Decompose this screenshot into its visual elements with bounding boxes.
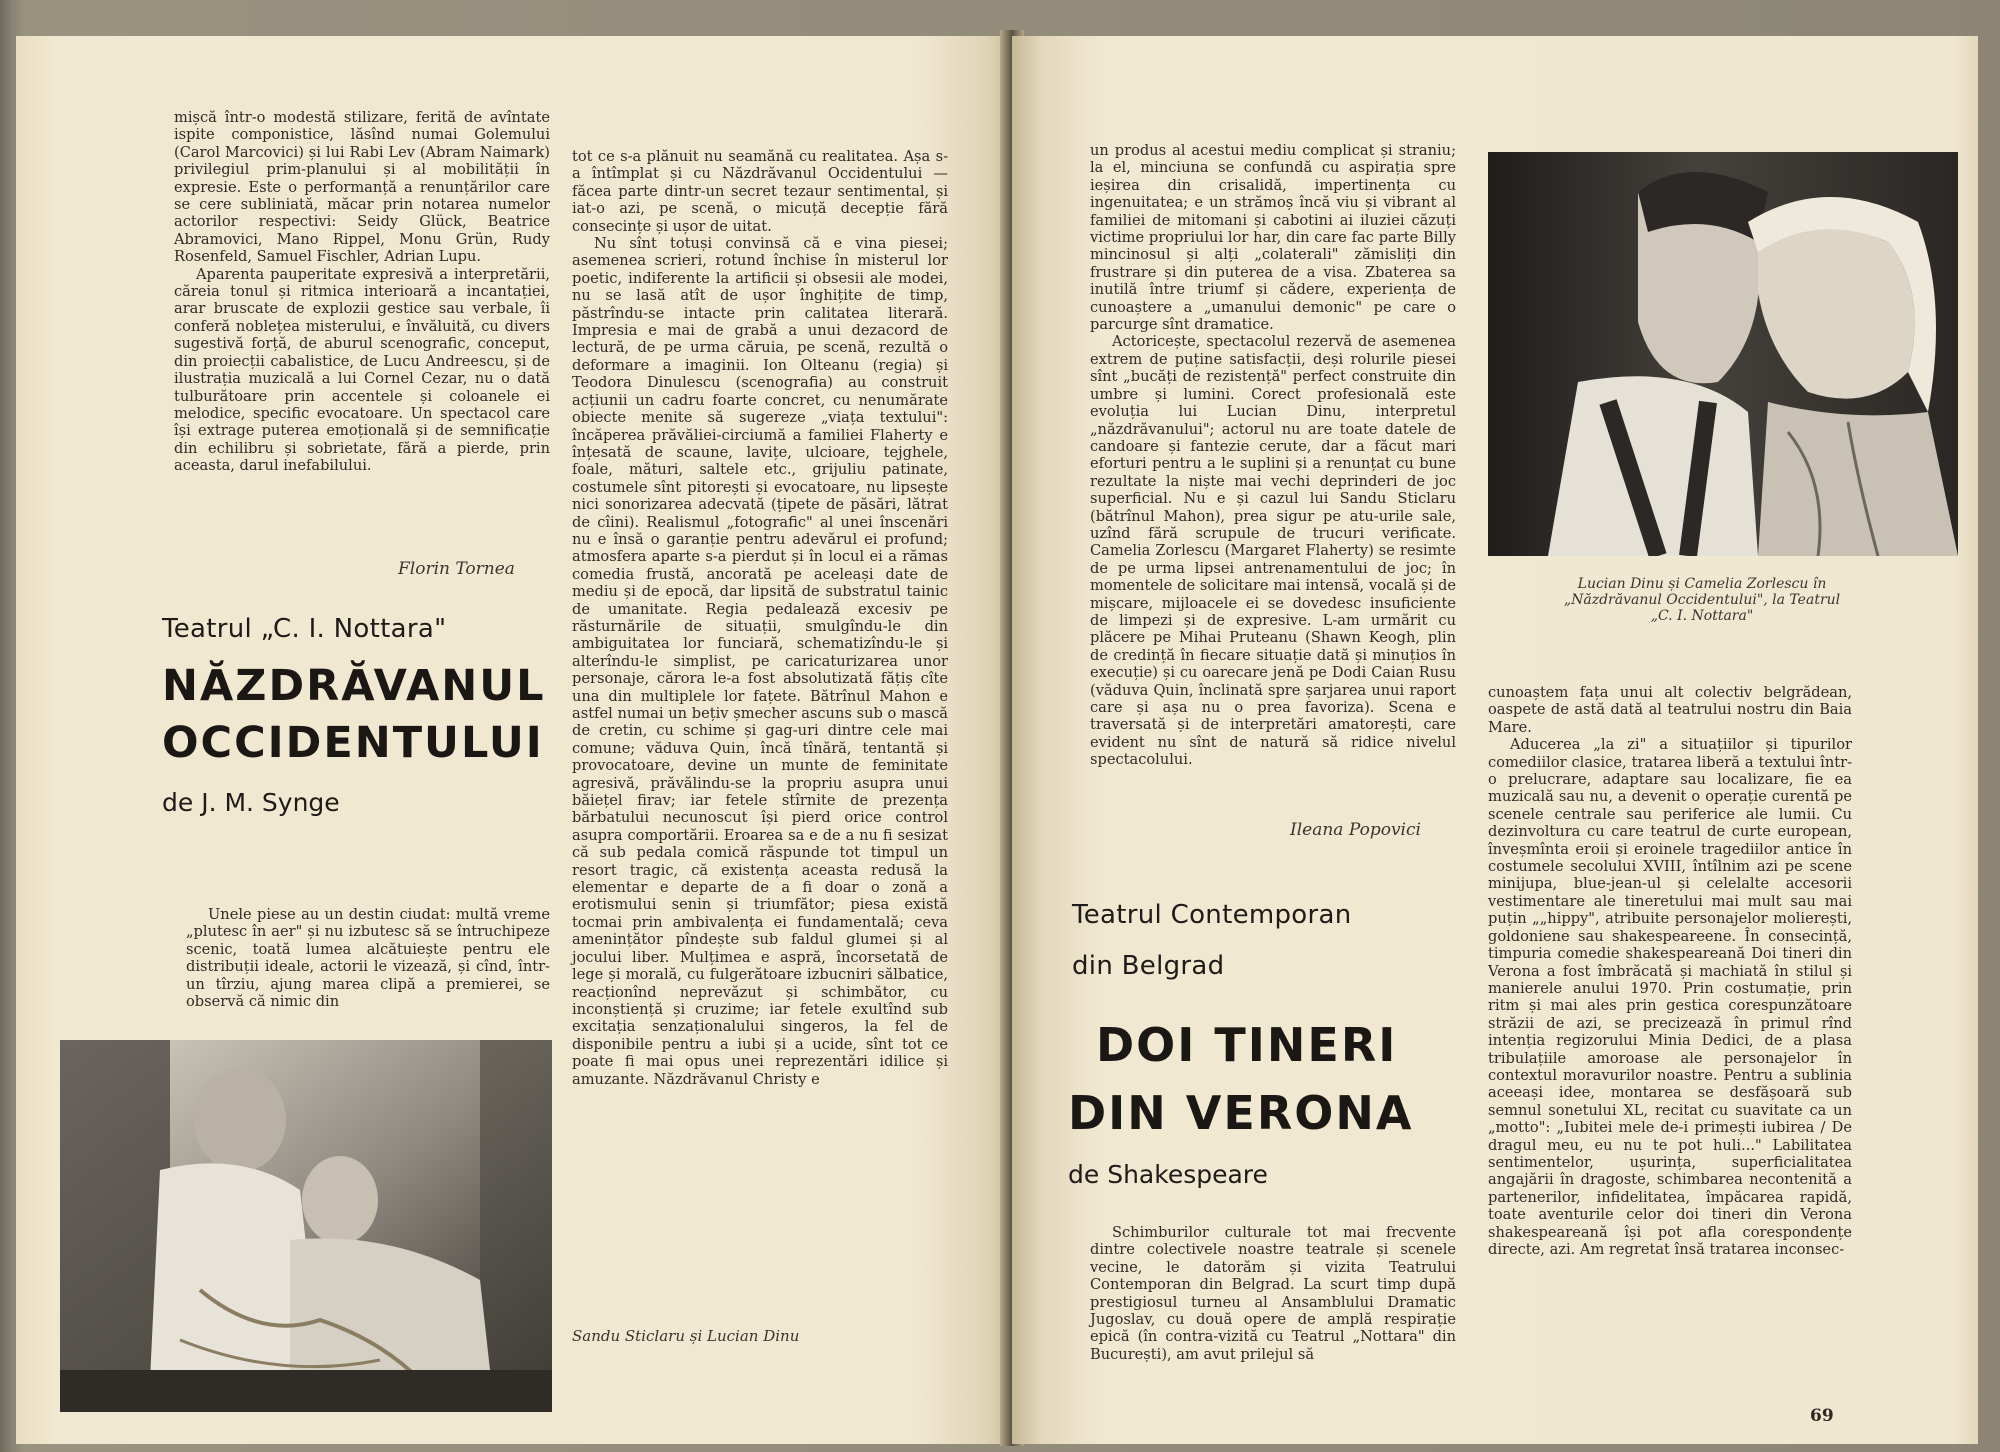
paragraph: Nu sînt totuși convinsă că e vina piesei; asemenea scrieri, rotund închise în misterul lor poetic, indiferente la artificii și obsesii ale modei, nu se lasă atît de ușor înghițite de timp, păstrîndu-se intacte prin calitatea literară. Impresia e mai de grabă a unui dezacord de lectură, de pe urma căruia, pe scenă, rezultă o deformare a imaginii. Ion Olteanu (regia) și Teodora Dinulescu (scenografia) au construit acțiunii un cadru foarte concret, cu nenumărate obiecte menite să sugereze „viața textului": încăperea prăvăliei-circiumă a familiei Flaherty e înțesată de scaune, lavițe, ulcioare, tejghele, foale, mături, saltele etc., grijuliu patinate, costumele sînt pitorești și evocatoare, nu lipsește nici sonorizarea adecvată (țipete de păsări, lătrat de cîini). Realismul „fotografic" al unei înscenări nu e însă o garanție pentru adevărul ei profund; atmosfera aparte s-a pierdut și în locul ei a rămas comedia frustă, ancorată pe aceleași date de mediu și de epocă, dar lipsită de substratul tainic de umanitate. Regia pedalează excesiv pe răsturnările de situații, smulgîndu-le din ambiguitatea lor funciară, schematizîndu-le și alterîndu-le simplist, pe caricaturizarea unor personaje, cărora le-a fost absolutizată fățiș cîte una din multiplele lor fațete. Bătrînul Mahon e astfel numai un bețiv șmecher ascuns sub o mască de cretin, cu schime și gag-uri dintre cele mai comune; văduva Quin, încă tînără, tentantă și provocatoare, devine un munte de feminitate agresivă, prăvălindu-se la propriu asupra unui băiețel firav; iar fetele stîrnite de prezența bărbatului necunoscut își pierd orice control asupra comportării. Eroarea sa e de a nu fi sesizat că sub pedala comică răspunde tot timpul un resort tragic, că existența aceasta redusă la elementar e departe de a fi doar o zonă a erotismului senin și triumfător; piesa există tocmai prin ambivalența ei fundamentală; ceva amenințător pîndește sub faldul glumei și al jocului liber. Mulțimea e aspră, încorsetată de lege și morală, cu fulgerătoare izbucniri sălbatice, reacționînd neprevăzut și schimbător, cu inconștiență și cruzime; iar fetele exultînd sub excitația senzaționalului singeros, la fel de disponibile pentru a iubi și a ucide, sînt tot ce poate fi mai opus unei reprezentări idilice și amuzante. Năzdrăvanul Christy e [572,235,948,1088]
right-col2-text [1488,684,1852,1258]
play-author-shakespeare: de Shakespeare [1068,1160,1268,1189]
paragraph: mișcă într-o modestă stilizare, ferită de avîntate ispite componistice, lăsînd numai Golemului (Carol Marcovici) și lui Rabi Lev (Abram Naimark) privilegiul prim-planului și al mobilității în expresie. Este o performanță a renunțărilor care se cere subliniată, măcar prin notarea numelor actorilor respectivi: Seidy Glück, Beatrice Abramovici, Mano Rippel, Monu Grün, Rudy Rosenfeld, Samuel Fischler, Adrian Lupu. [174,109,550,266]
photo-dinu-zorlescu [1488,152,1958,556]
signature-florin-tornea: Florin Tornea [398,559,515,579]
photo-caption-right: Lucian Dinu și Camelia Zorlescu în „Năzdrăvanul Occidentului", la Teatrul „C. I. Nottara" [1563,576,1841,624]
theatre-heading: Teatrul „C. I. Nottara" [162,614,447,644]
signature-ileana-popovici: Ileana Popovici [1290,820,1421,840]
paragraph: un produs al acestui mediu complicat și straniu; la el, minciuna se confundă cu aspirația spre ieșirea din crisalidă, impertinența cu ingenuitatea; e un strămoș încă viu și vibrant al familiei de mitomani și cabotini ai iluziei căzuți victime propriului lor har, din care fac parte Billy mincinosul și alți „colaterali" zămisliți din frustrare și din puterea de a visa. Zbaterea sa inutilă între triumf și cădere, experiența de cunoaștere a „umanului demonic" pe care o parcurge sînt dramatice. [1090,142,1456,334]
paragraph: Aducerea „la zi" a situațiilor și tipurilor comediilor clasice, tratarea liberă a textului într-o prelucrare, adaptare sau localizare, fie ea muzicală sau nu, a devenit o operație curentă pe scenele centrale sau periferice ale lumii. Cu dezinvoltura cu care teatrul de curte european, înveșmînta eroii și eroinele tragediilor antice în costumele secolului XVIII, întîlnim azi pe scene minijupa, blue-jean-ul și celelalte accesorii vestimentare ale tineretului mai mult sau mai puțin „„hippy", atribuite personajelor molierești, goldoniene sau shakespeareene. În consecință, timpuria comedie shakespeareană Doi tineri din Verona a fost îmbrăcată și machiată în stilul și manierele anului 1970. Prin costumație, prin ritm și mai ales prin gestica corespunzătoare străzii de azi, se precizează în primul rînd intenția regizorului Minia Dedici, de a plasa tribulațiile amoroase ale personajelor în contextul moravurilor noastre. Pentru a sublinia aceeași idee, montarea se desfășoară sub semnul sonetului XL, recitat cu suavitate ca un „motto": „Iubitei mele de-i primești iubirea / De dragul meu, eu nu te pot huli..." Labilitatea sentimentelor, ușurința, superficialitatea angajării în dragoste, schimbarea necontenită a partenerilor, infidelitatea, împăcarea rapidă, toate aventurile celor doi tineri din Verona shakespeareană își pot afla corespondențe directe, azi. Am regretat însă tratarea inconsec- [1488,736,1852,1258]
photo-image [60,1040,552,1412]
paragraph: Schimburilor culturale tot mai frecvente dintre colectivele noastre teatrale și scenele vecine, le datorăm și vizita Teatrului Contemporan din Belgrad. La scurt timp după prestigiosul turneu al Ansamblului Dramatic Jugoslav, cu două opere de amplă respirație epică (în contra-vizită cu Teatrul „Nottara" din București), am avut prilejul să [1090,1224,1456,1363]
play-title-line2: OCCIDENTULUI [162,718,544,768]
right-col1-bottom-text [1090,1224,1456,1363]
play-title-verona-line2: DIN VERONA [1068,1086,1414,1140]
paragraph: cunoaștem fața unui alt colectiv belgrădean, oaspete de astă dată al teatrului nostru din Baia Mare. [1488,684,1852,736]
paragraph: tot ce s-a plănuit nu seamănă cu realitatea. Așa s-a întîmplat și cu Năzdrăvanul Occidentului — făcea parte dintr-un secret tezaur sentimental, și iat-o azi, pe scenă, o micuță decepție fără consecințe și ușor de uitat. [572,148,948,235]
left-page [16,36,1012,1444]
paragraph: Unele piese au un destin ciudat: multă vreme „plutesc în aer" și nu izbutesc să se întruchipeze scenic, toată lumea alcătuiește pentru ele distribuții ideale, actorii le vizează, și cînd, într-un tîrziu, ajung marea clipă a premierei, se observă că nimic din [186,906,550,1011]
right-page [1012,36,1978,1444]
page-number: 69 [1810,1406,1834,1426]
theatre-heading-belgrad-1: Teatrul Contemporan [1072,900,1352,930]
left-col1-top-text [174,109,550,475]
right-col1-text [1090,142,1456,769]
paragraph: Actoricește, spectacolul rezervă de asemenea extrem de puține satisfacții, deși rolurile piesei sînt „bucăți de rezistență" perfect construite din umbre și lumini. Corect profesională este evoluția lui Lucian Dinu, interpretul „năzdrăvanului"; actorul nu are toate datele de candoare și fantezie cerute, dar a făcut mari eforturi pentru a le suplini și a renunțat cu bune rezultate la niște mai vechi deprinderi de joc superficial. Nu e și cazul lui Sandu Sticlaru (bătrînul Mahon), prea sigur pe atu-urile sale, uzînd fără scrupule de trucuri verificate. Camelia Zorlescu (Margaret Flaherty) se resimte de pe urma lipsei antrenamentului de joc; în momentele de solicitare mai intensă, vocală și de mișcare, mijloacele ei se dovedesc insuficiente de limpezi și de expresive. L-am urmărit cu plăcere pe Mihai Pruteanu (Shawn Keogh, plin de credință în fiecare situație dată și minuțios în execuție) și cu oarecare jenă pe Dodi Caian Rusu (văduva Quin, înclinată spre șarjarea unui raport care și așa nu o prea favoriza). Scena e traversată și de interpretări amatorești, care evident nu sînt de natură să ridice nivelul spectacolului. [1090,333,1456,769]
play-title-line1: NĂZDRĂVANUL [162,661,546,711]
left-col1-bottom-text [186,906,550,1010]
left-col2-text [572,148,948,1088]
photo-caption-left: Sandu Sticlaru și Lucian Dinu [572,1327,800,1345]
theatre-heading-belgrad-2: din Belgrad [1072,951,1225,981]
photo-sticlaru-dinu [60,1040,552,1412]
play-author: de J. M. Synge [162,788,340,817]
paragraph: Aparenta pauperitate expresivă a interpretării, căreia tonul și ritmica interioară a incantației, arar bruscate de explozii gestice sau verbale, îi conferă noblețea misterului, e învăluită, cu divers sugestivă forță, de aburul scenografic, conceput, din proiecții cabalistice, de Lucu Andreescu, și de ilustrația muzicală a lui Cornel Cezar, nu o dată tulburătoare prin accentele și coloanele ei melodice, specific evocatoare. Un spectacol care își extrage puterea emoțională și de semnificație din echilibru și sobrietate, fără a pierde, prin aceasta, darul inefabilului. [174,265,550,475]
photo-image [1488,152,1958,556]
play-title-verona-line1: DOI TINERI [1096,1018,1398,1072]
